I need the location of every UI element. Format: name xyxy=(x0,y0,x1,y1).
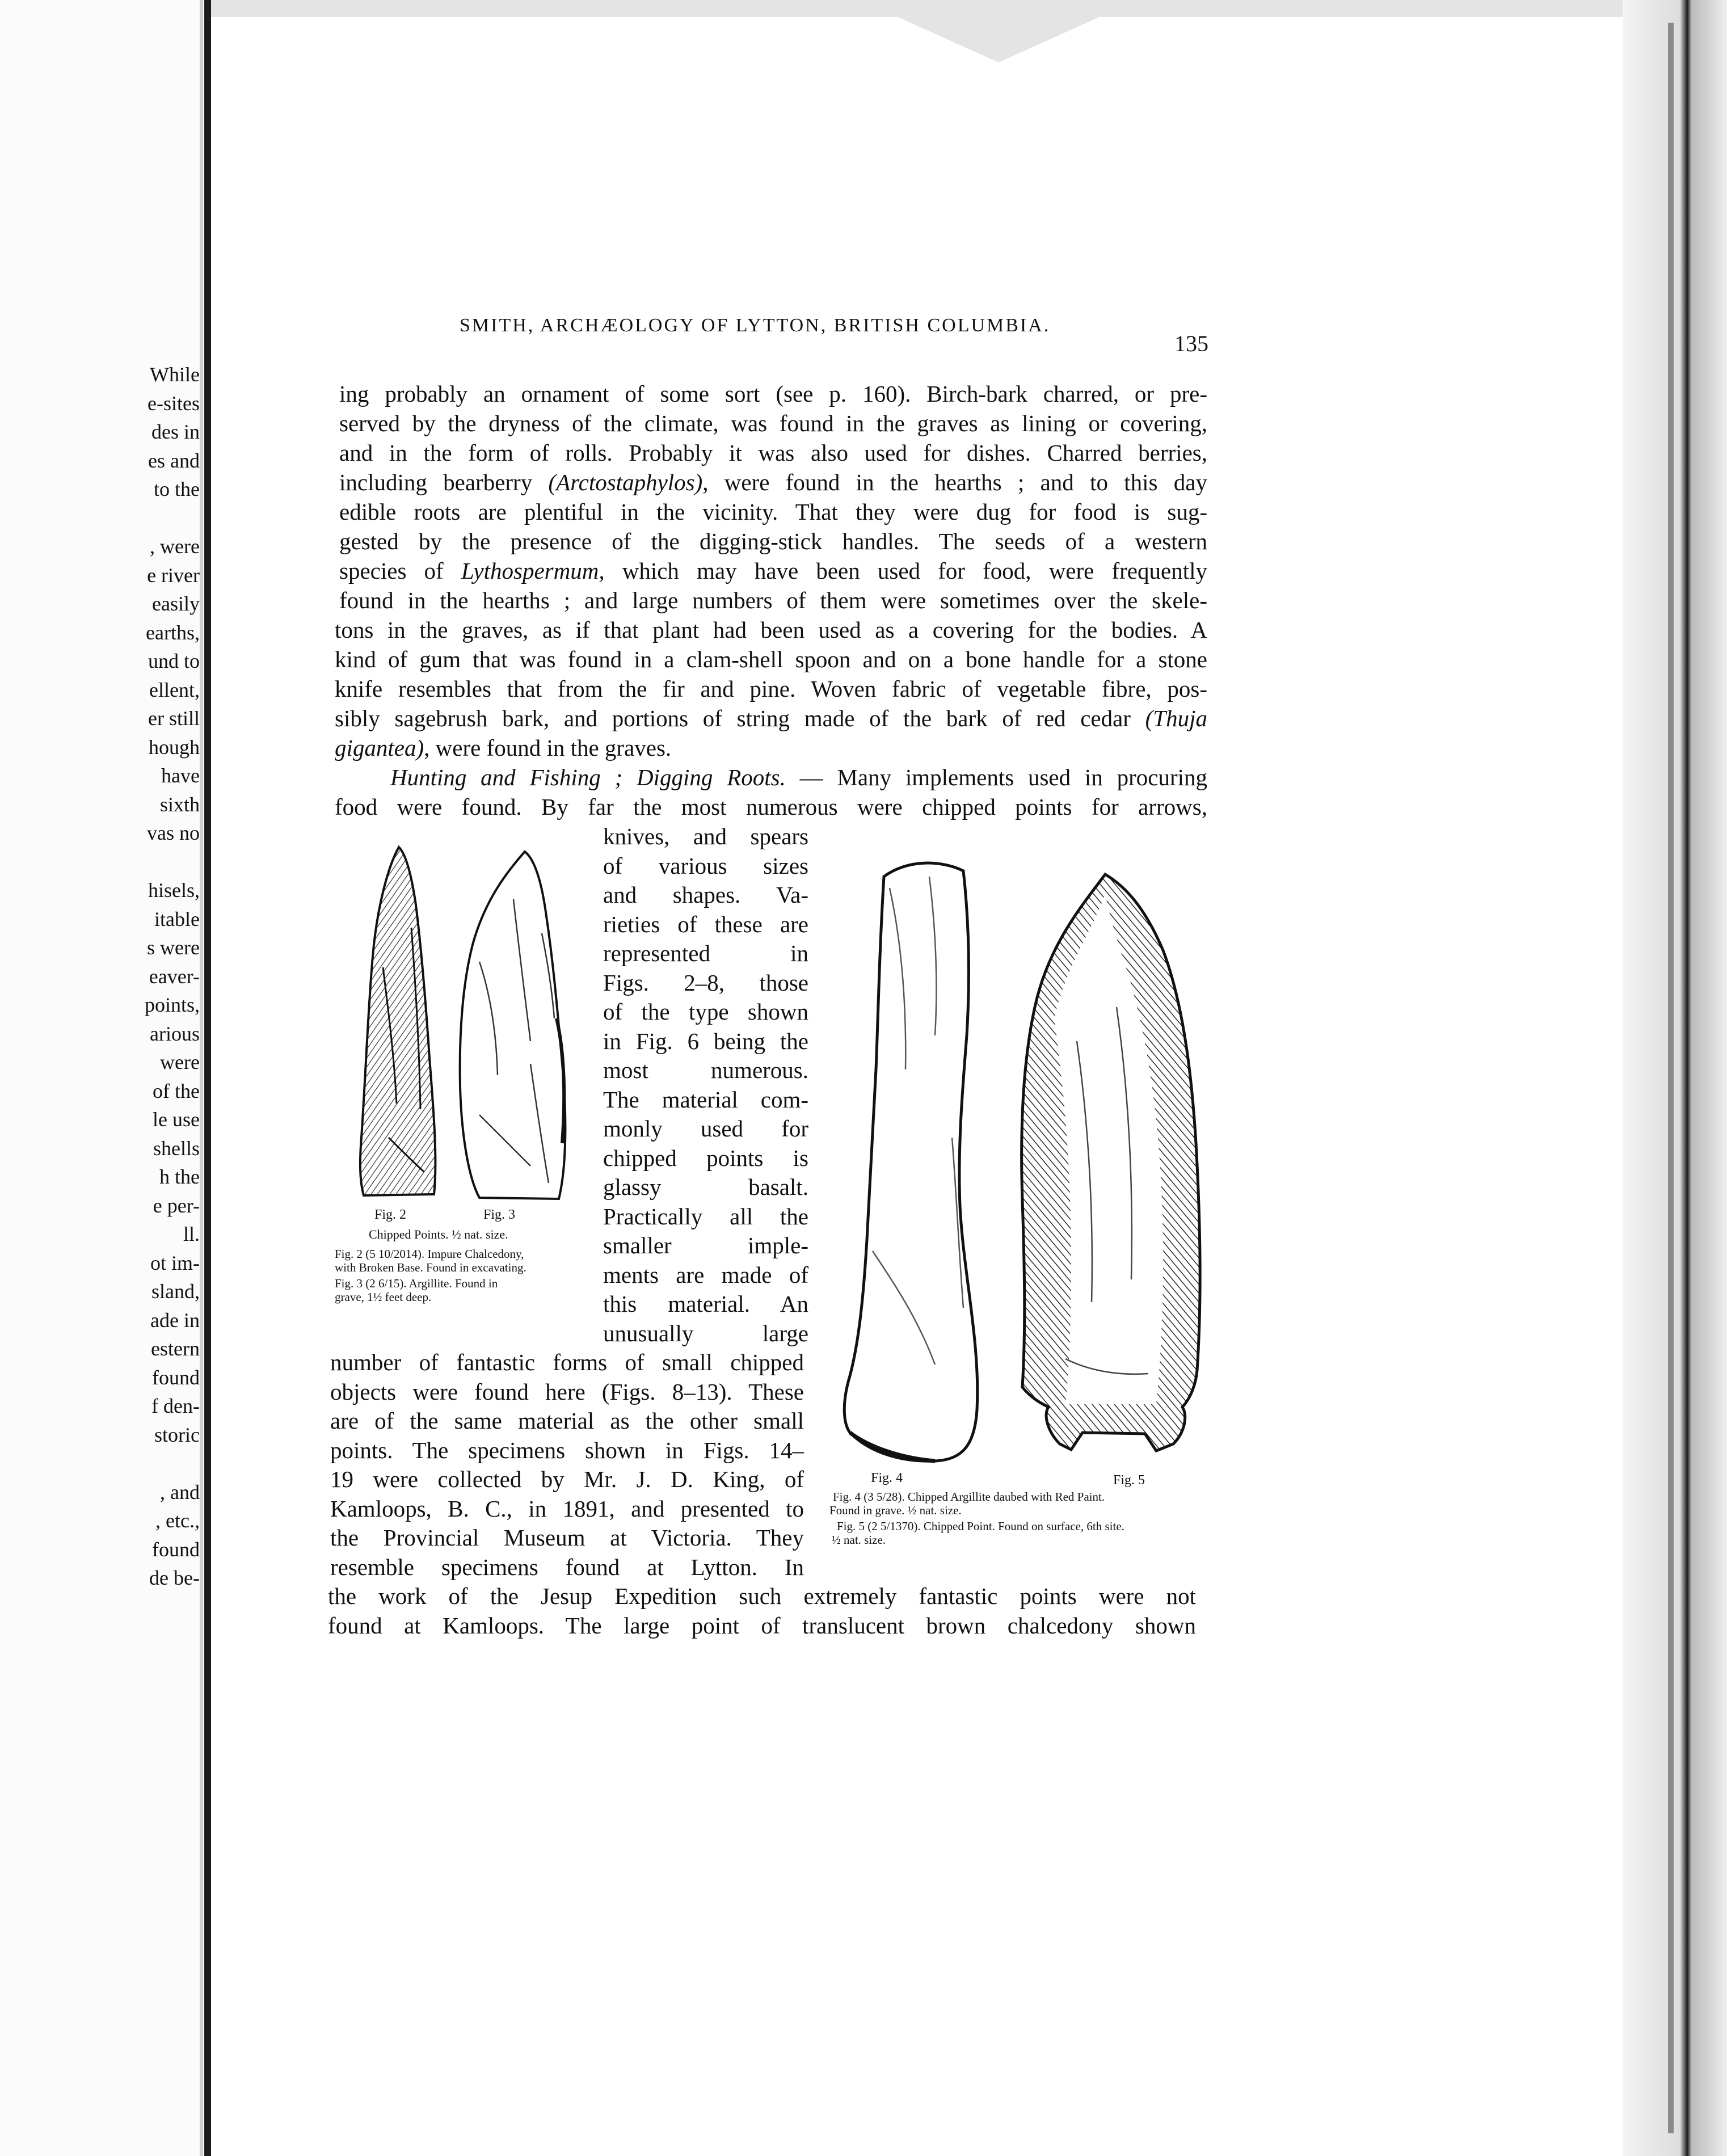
top-page-notch xyxy=(885,11,1112,62)
text-line xyxy=(390,763,1207,792)
fig2-label: Fig. 2 xyxy=(374,1207,407,1222)
text-span: sibly sagebrush bark, and portions of string made of the bark of red cedar xyxy=(335,705,1145,731)
running-head: SMITH, ARCHÆOLOGY OF LYTTON, BRITISH COLUMBIA. xyxy=(460,315,1051,336)
left-page-line-fragment: , and xyxy=(160,1480,200,1504)
text-line: of various sizes xyxy=(603,852,808,879)
left-page-line-fragment: s were xyxy=(147,936,200,959)
text-line: smaller imple- xyxy=(603,1232,808,1258)
text-line: Practically all the xyxy=(603,1203,808,1229)
text-line: objects were found here (Figs. 8–13). These xyxy=(330,1378,804,1405)
text-line: of the type shown xyxy=(603,999,808,1025)
left-page-line-fragment: ellent, xyxy=(149,678,200,701)
left-page-line-fragment: have xyxy=(161,764,200,787)
text-line: ing probably an ornament of some sort (see p. 160). Birch-bark charred, or pre- xyxy=(339,381,1207,407)
text-line: most numerous. xyxy=(603,1057,808,1083)
left-page-line-fragment: estern xyxy=(151,1337,200,1360)
fig4-label: Fig. 4 xyxy=(871,1471,903,1485)
fig3-caption: grave, 1½ feet deep. xyxy=(335,1290,432,1304)
fig4-illustration xyxy=(839,854,1003,1467)
left-page-line-fragment: sland, xyxy=(151,1280,200,1303)
left-page-line-fragment: ade in xyxy=(150,1308,200,1332)
left-page-line-fragment: ll. xyxy=(183,1223,200,1245)
text-line: points. The specimens shown in Figs. 14– xyxy=(330,1437,804,1463)
text-line: found at Kamloops. The large point of translucent brown chalcedony shown xyxy=(328,1612,1196,1639)
fig5-caption: Fig. 5 (2 5/1370). Chipped Point. Found on surface, 6th site. xyxy=(837,1519,1124,1533)
left-page-line-fragment: hisels, xyxy=(148,879,200,902)
text-line: edible roots are plentiful in the vicinity. That they were dug for food is sug- xyxy=(339,499,1207,525)
left-page-line-fragment: es and xyxy=(148,449,200,472)
figures-caption-title: Chipped Points. ½ nat. size. xyxy=(369,1227,508,1241)
left-page-line-fragment: arious xyxy=(150,1022,200,1045)
left-page-line-fragment: itable xyxy=(154,907,200,930)
fig4-caption: Found in grave. ½ nat. size. xyxy=(829,1504,962,1517)
left-page-line-fragment: shells xyxy=(153,1136,200,1160)
text-line: ments are made of xyxy=(603,1261,808,1288)
text-line: resemble specimens found at Lytton. In xyxy=(330,1553,804,1580)
left-page-line-fragment: h the xyxy=(159,1165,200,1188)
right-page-edge-line xyxy=(1668,23,1674,2133)
text-span: , were found in the graves. xyxy=(424,735,672,761)
text-line: unusually large xyxy=(603,1320,808,1346)
page-number: 135 xyxy=(1174,331,1208,356)
text-span: species of xyxy=(339,558,461,584)
left-page-line-fragment: easily xyxy=(152,592,200,615)
text-line: this material. An xyxy=(603,1291,808,1317)
left-page-line-fragment: e river xyxy=(147,563,200,587)
left-page-line-fragment: und to xyxy=(148,650,200,672)
left-page-line-fragment: of the xyxy=(153,1079,200,1102)
left-page-line-fragment: er still xyxy=(148,707,200,730)
left-page-line-fragment xyxy=(130,1449,200,1478)
left-page-line-fragment: , were xyxy=(150,535,200,558)
left-page-line-fragment: e-sites xyxy=(148,391,200,415)
text-line: in Fig. 6 being the xyxy=(603,1028,808,1054)
text-line: knife resembles that from the fir and pine. Woven fabric of vegetable fibre, pos- xyxy=(335,676,1207,702)
fig5-caption: ½ nat. size. xyxy=(832,1533,886,1547)
left-page-line-fragment: While xyxy=(150,363,200,386)
species-name: Lythospermum, xyxy=(461,558,605,584)
text-line: chipped points is xyxy=(603,1144,808,1171)
text-line: monly used for xyxy=(603,1115,808,1142)
left-page-line-fragment xyxy=(130,504,200,533)
left-page-line-fragment: vas no xyxy=(147,822,200,844)
species-name: (Thuja xyxy=(1145,705,1207,731)
text-line: the work of the Jesup Expedition such extremely fantastic points were not xyxy=(328,1583,1196,1609)
text-line: served by the dryness of the climate, was found in the graves as lining or covering, xyxy=(339,410,1207,436)
left-page-line-fragment: de be- xyxy=(149,1567,200,1589)
species-name: (Arctostaphylos) xyxy=(548,469,703,495)
left-page-line-fragment: , etc., xyxy=(155,1509,200,1532)
text-line xyxy=(335,704,1207,733)
text-line: found in the hearths ; and large numbers of them were sometimes over the skele- xyxy=(339,587,1207,613)
text-line xyxy=(335,733,672,763)
left-page-line-fragment: eaver- xyxy=(149,965,200,988)
text-line xyxy=(339,468,1207,497)
text-span: — Many implements used in procuring xyxy=(785,764,1208,790)
left-page-line-fragment: le use xyxy=(153,1108,200,1131)
left-page-line-fragment: found xyxy=(152,1366,200,1389)
text-line: kind of gum that was found in a clam-shell spoon and on a bone handle for a stone xyxy=(335,646,1207,672)
text-line: knives, and spears xyxy=(603,823,808,849)
left-page-line-fragment: earths, xyxy=(146,621,200,644)
spine-highlight xyxy=(200,0,203,2156)
left-page-line-fragment xyxy=(130,848,200,877)
left-page-line-fragment: e per- xyxy=(153,1194,200,1217)
left-page-line-fragment: ot im- xyxy=(150,1251,200,1274)
left-page-line-fragment: found xyxy=(152,1538,200,1561)
text-line: represented in xyxy=(603,940,808,966)
text-line: rieties of these are xyxy=(603,911,808,937)
text-line: The material com- xyxy=(603,1086,808,1113)
fig3-caption: Fig. 3 (2 6/15). Argillite. Found in xyxy=(335,1277,498,1290)
fig5-label: Fig. 5 xyxy=(1113,1473,1145,1488)
left-page-line-fragment: sixth xyxy=(159,793,200,816)
text-line: Figs. 2–8, those xyxy=(603,969,808,996)
text-line: number of fantastic forms of small chipped xyxy=(330,1349,804,1375)
section-heading: Hunting and Fishing ; Digging Roots. xyxy=(390,764,786,790)
fig2-caption: with Broken Base. Found in excavating. xyxy=(335,1261,526,1274)
fig3-label: Fig. 3 xyxy=(483,1207,516,1222)
text-line: Kamloops, B. C., in 1891, and presented to xyxy=(330,1495,804,1522)
right-page-edge xyxy=(1623,0,1727,2156)
left-page-line-fragment: to the xyxy=(154,478,200,500)
fig3-illustration xyxy=(445,848,576,1206)
fig2-illustration xyxy=(349,843,440,1206)
text-line: gested by the presence of the digging-stick handles. The seeds of a western xyxy=(339,528,1207,554)
text-line: the Provincial Museum at Victoria. They xyxy=(330,1525,804,1551)
left-page-fragments xyxy=(130,360,200,1593)
book-spine xyxy=(204,0,211,2156)
text-span: including bearberry xyxy=(339,469,549,495)
text-line: food were found. By far the most numerous were chipped points for arrows, xyxy=(335,794,1207,820)
text-span: which may have been used for food, were frequently xyxy=(604,558,1207,584)
left-page-line-fragment: hough xyxy=(149,735,200,759)
left-page-line-fragment: points, xyxy=(144,993,200,1016)
text-line: glassy basalt. xyxy=(603,1174,808,1200)
text-line: tons in the graves, as if that plant had been used as a covering for the bodies. A xyxy=(335,617,1207,643)
left-page-line-fragment: were xyxy=(160,1051,200,1073)
text-span: , were found in the hearths ; and to this day xyxy=(702,469,1207,495)
left-page-line-fragment: f den- xyxy=(151,1395,200,1417)
left-page-line-fragment: des in xyxy=(151,420,200,443)
left-page-line-fragment: storic xyxy=(154,1423,200,1446)
text-line: 19 were collected by Mr. J. D. King, of xyxy=(330,1466,804,1492)
text-line xyxy=(339,556,1207,586)
text-line: are of the same material as the other small xyxy=(330,1408,804,1434)
fig5-illustration xyxy=(1014,871,1207,1455)
text-line: and in the form of rolls. Probably it was also used for dishes. Charred berries, xyxy=(339,440,1207,466)
fig4-caption: Fig. 4 (3 5/28). Chipped Argillite daubed with Red Paint. xyxy=(833,1490,1105,1504)
fig2-caption: Fig. 2 (5 10/2014). Impure Chalcedony, xyxy=(335,1247,524,1261)
text-line: and shapes. Va- xyxy=(603,882,808,908)
species-name: gigantea) xyxy=(335,735,424,761)
